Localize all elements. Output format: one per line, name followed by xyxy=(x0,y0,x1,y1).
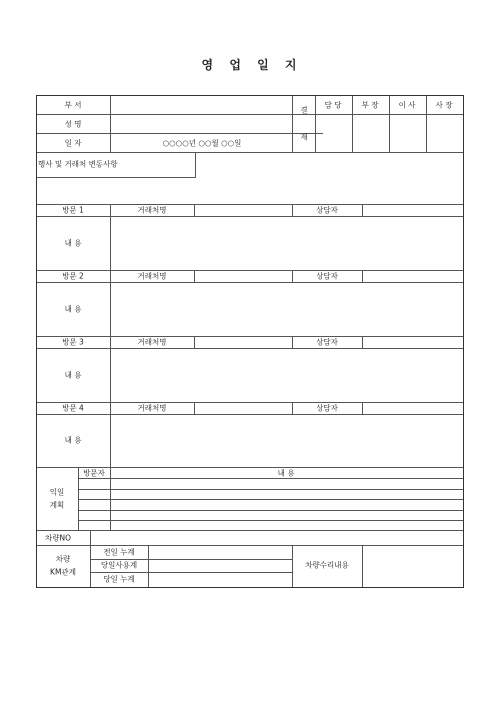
form-outer-border xyxy=(36,95,464,588)
visit-4-content-label: 내 용 xyxy=(64,435,82,445)
visit-3-contact-label: 상담자 xyxy=(316,337,338,347)
approval-label-bottom: 재 xyxy=(300,132,308,142)
name-label: 성 명 xyxy=(64,119,82,129)
approver-bujang: 부 장 xyxy=(361,100,379,110)
plan-label-top: 익일 xyxy=(49,487,65,497)
visit-2-contact-label: 상담자 xyxy=(316,271,338,281)
dept-label: 부 서 xyxy=(64,100,82,110)
date-value: ○○○○년 ○○월 ○○일 xyxy=(162,138,242,148)
visit-1-label: 방문 1 xyxy=(62,205,84,215)
km-label-top: 차량 xyxy=(55,554,71,564)
vehicle-no-label: 차량NO xyxy=(45,533,72,543)
approver-isa: 이 사 xyxy=(398,100,416,110)
km-day-total-label: 당일 누계 xyxy=(103,574,135,584)
plan-label-bottom: 계획 xyxy=(49,500,65,510)
visit-3-client-label: 거래처명 xyxy=(137,337,167,347)
visit-2-content-label: 내 용 xyxy=(64,304,82,314)
changes-label: 행사 및 거래처 변동사항 xyxy=(38,159,118,169)
visit-4-label: 방문 4 xyxy=(62,403,84,413)
date-label: 일 자 xyxy=(64,138,82,148)
km-prev-day-label: 전일 누계 xyxy=(103,547,135,557)
visit-2-label: 방문 2 xyxy=(62,271,84,281)
visit-3-content-label: 내 용 xyxy=(64,370,82,380)
form-title: 영 업 일 지 xyxy=(201,58,303,72)
approval-label-top: 결 xyxy=(300,105,308,115)
approver-sajang: 사 장 xyxy=(435,100,453,110)
visit-2-client-label: 거래처명 xyxy=(137,271,167,281)
repair-label: 차량수리내용 xyxy=(305,560,349,570)
visit-4-client-label: 거래처명 xyxy=(137,403,167,413)
visit-3-label: 방문 3 xyxy=(62,337,84,347)
plan-visitor-header: 방문자 xyxy=(83,468,105,478)
km-day-usage-label: 당일사용계 xyxy=(100,560,138,570)
approver-damdang: 담 당 xyxy=(324,100,342,110)
visit-4-contact-label: 상담자 xyxy=(316,403,338,413)
km-label-bottom: KM관계 xyxy=(50,567,76,577)
visit-1-contact-label: 상담자 xyxy=(316,205,338,215)
visit-1-content-label: 내 용 xyxy=(64,238,82,248)
visit-1-client-label: 거래처명 xyxy=(137,205,167,215)
sales-diary-form xyxy=(36,95,463,587)
plan-content-header: 내 용 xyxy=(277,468,295,478)
